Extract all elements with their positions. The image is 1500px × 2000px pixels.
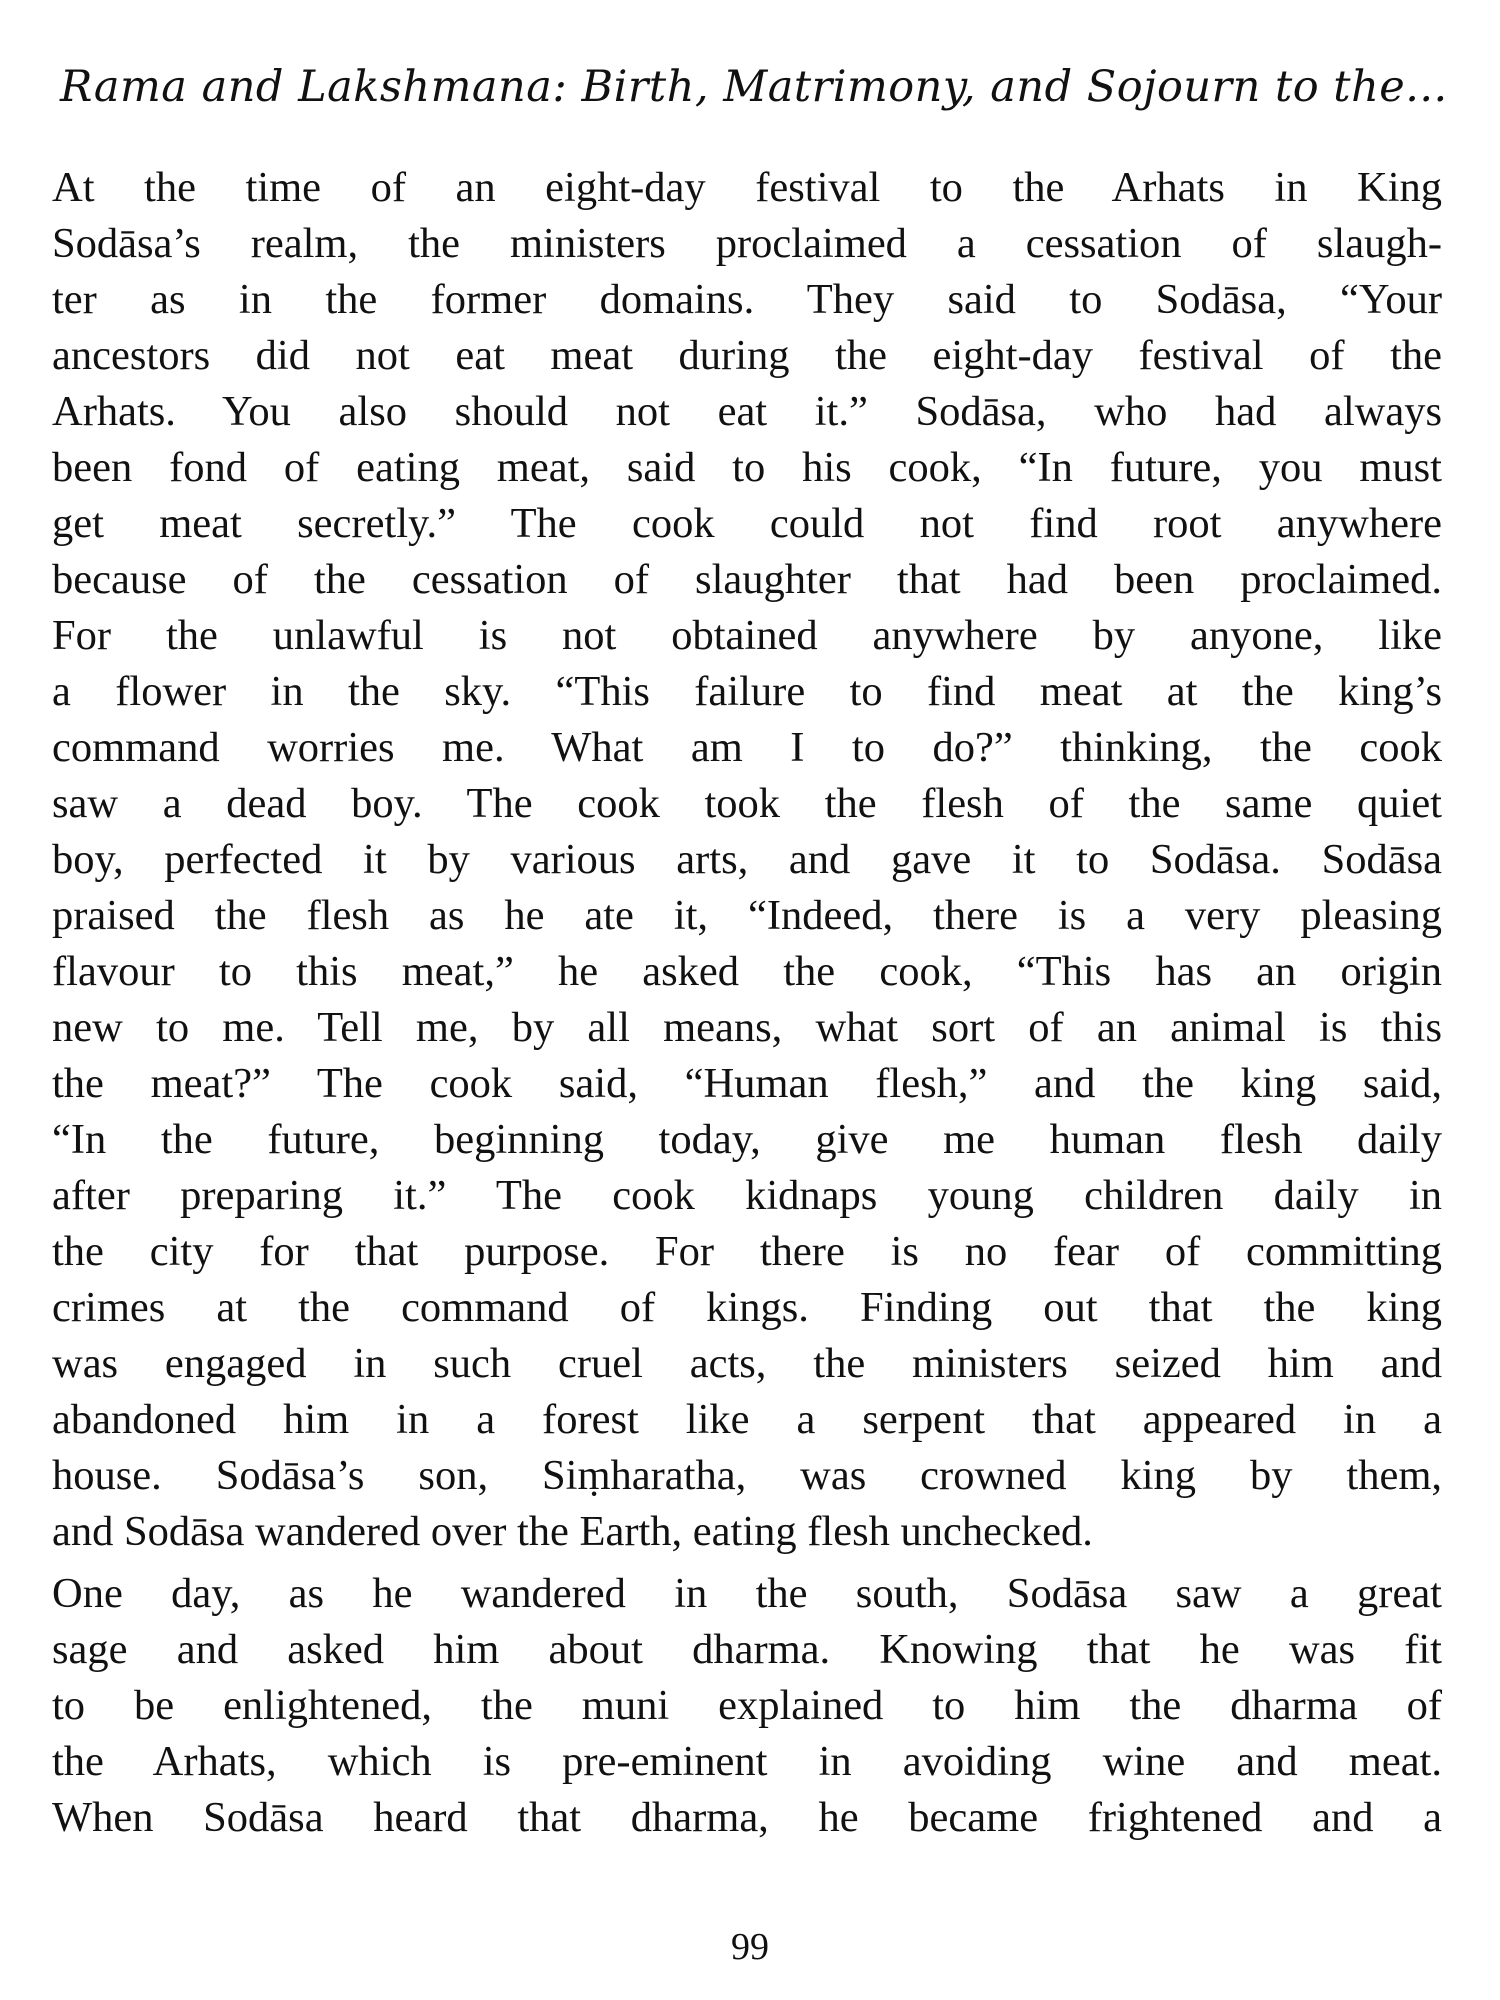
text-line: the city for that purpose. For there is no fear of committing bbox=[52, 1228, 1442, 1275]
running-head: Rama and Lakshmana: Birth, Matrimony, and Sojourn to the... bbox=[60, 62, 1448, 112]
text-line: a flower in the sky. “This failure to find meat at the king’s bbox=[52, 668, 1442, 715]
text-line: For the unlawful is not obtained anywhere by anyone, like bbox=[52, 612, 1442, 659]
paragraph bbox=[52, 1566, 1442, 1846]
page-number: 99 bbox=[731, 1926, 769, 1968]
text-line: new to me. Tell me, by all means, what sort of an animal is this bbox=[52, 1004, 1442, 1051]
text-line: after preparing it.” The cook kidnaps young children daily in bbox=[52, 1172, 1442, 1219]
text-line: At the time of an eight-day festival to the Arhats in King bbox=[52, 164, 1442, 211]
text-line: and Sodāsa wandered over the Earth, eating flesh unchecked. bbox=[52, 1508, 1093, 1555]
paragraph bbox=[52, 160, 1442, 1560]
text-line: When Sodāsa heard that dharma, he became frightened and a bbox=[52, 1794, 1442, 1841]
text-line: sage and asked him about dharma. Knowing that he was fit bbox=[52, 1626, 1442, 1673]
text-line: boy, perfected it by various arts, and gave it to Sodāsa. Sodāsa bbox=[52, 836, 1442, 883]
text-line: to be enlightened, the muni explained to him the dharma of bbox=[52, 1682, 1442, 1729]
text-line: One day, as he wandered in the south, Sodāsa saw a great bbox=[52, 1570, 1442, 1617]
text-line: ter as in the former domains. They said to Sodāsa, “Your bbox=[52, 276, 1442, 323]
text-line: flavour to this meat,” he asked the cook, “This has an origin bbox=[52, 948, 1442, 995]
text-line: because of the cessation of slaughter that had been proclaimed. bbox=[52, 556, 1442, 603]
text-line: ancestors did not eat meat during the eight-day festival of the bbox=[52, 332, 1442, 379]
text-line: house. Sodāsa’s son, Siṃharatha, was crowned king by them, bbox=[52, 1452, 1442, 1499]
text-line: Arhats. You also should not eat it.” Sodāsa, who had always bbox=[52, 388, 1442, 435]
text-line: been fond of eating meat, said to his cook, “In future, you must bbox=[52, 444, 1442, 491]
text-line: get meat secretly.” The cook could not find root anywhere bbox=[52, 500, 1442, 547]
text-line: the meat?” The cook said, “Human flesh,” and the king said, bbox=[52, 1060, 1442, 1107]
text-line: Sodāsa’s realm, the ministers proclaimed a cessation of slaugh- bbox=[52, 220, 1442, 267]
text-line: “In the future, beginning today, give me human flesh daily bbox=[52, 1116, 1442, 1163]
text-line: crimes at the command of kings. Finding out that the king bbox=[52, 1284, 1442, 1331]
text-line: was engaged in such cruel acts, the ministers seized him and bbox=[52, 1340, 1442, 1387]
text-line: abandoned him in a forest like a serpent that appeared in a bbox=[52, 1396, 1442, 1443]
text-line: praised the flesh as he ate it, “Indeed, there is a very pleasing bbox=[52, 892, 1442, 939]
text-line: the Arhats, which is pre-eminent in avoiding wine and meat. bbox=[52, 1738, 1442, 1785]
text-line: command worries me. What am I to do?” thinking, the cook bbox=[52, 724, 1442, 771]
text-line: saw a dead boy. The cook took the flesh of the same quiet bbox=[52, 780, 1442, 827]
